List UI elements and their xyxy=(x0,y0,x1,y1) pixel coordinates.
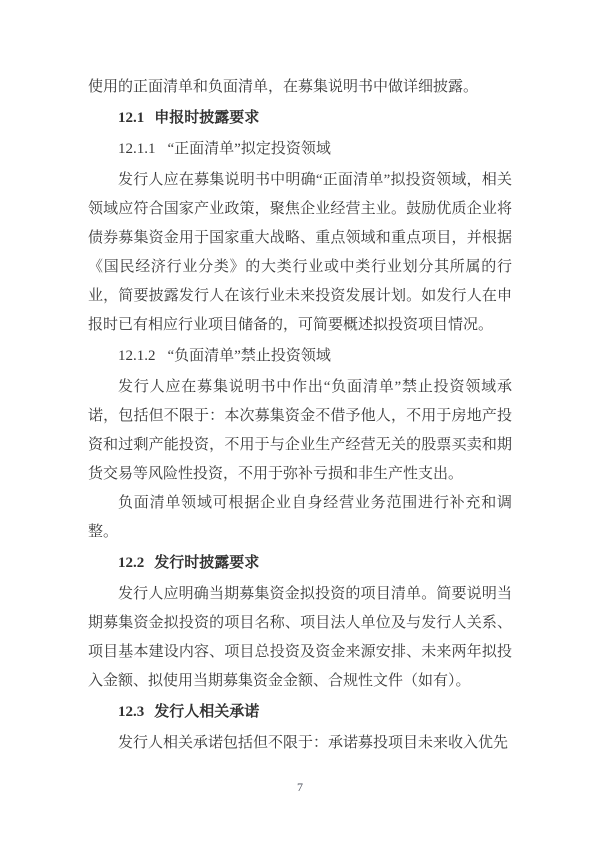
document-content xyxy=(88,73,512,758)
paragraph-issuer-commitments: 发行人相关承诺包括但不限于：承诺募投项目未来收入优先 xyxy=(118,735,509,751)
section-number: 12.1.2 xyxy=(118,348,156,364)
paragraph-positive-list: 发行人应在募集说明书中明确“正面清单”拟投资领域，相关领域应符合国家产业政策，聚焦企业经营主业。鼓励优质企业将债券募集资金用于国家重大战略、重点领域和重点项目，并根据《国民经济行业分类》的大类行业或中类行业划分其所属的行业，简要披露发行人在该行业未来投资发展计划。如发行人在申报时已有相应行业项目储备的，可简要概述拟投资项目情况。 xyxy=(88,172,512,333)
page-number: 7 xyxy=(297,780,303,794)
section-heading-12-3 xyxy=(88,698,512,727)
section-title: 申报时披露要求 xyxy=(154,110,260,126)
section-heading-12-1-2 xyxy=(88,342,512,371)
section-number: 12.1 xyxy=(118,110,145,126)
section-heading-12-2 xyxy=(88,549,512,578)
section-number: 12.2 xyxy=(118,555,145,571)
paragraph-issuance-disclosure: 发行人应明确当期募集资金拟投资的项目清单。简要说明当期募集资金拟投资的项目名称、项目法人单位及与发行人关系、项目基本建设内容、项目总投资及资金来源安排、未来两年拟投入金额、拟使用当期募集资金金额、合规性文件（如有）。 xyxy=(88,586,512,689)
section-title: 发行时披露要求 xyxy=(154,555,260,571)
section-title: 发行人相关承诺 xyxy=(154,704,260,720)
paragraph-continuation: 使用的正面清单和负面清单，在募集说明书中做详细披露。 xyxy=(88,79,479,95)
section-title: “正面清单”拟定投资领域 xyxy=(167,141,331,157)
paragraph-negative-supplement: 负面清单领域可根据企业自身经营业务范围进行补充和调整。 xyxy=(88,495,512,540)
section-title: “负面清单”禁止投资领域 xyxy=(167,348,331,364)
section-number: 12.1.1 xyxy=(118,141,156,157)
section-heading-12-1-1 xyxy=(88,135,512,164)
paragraph-negative-list: 发行人应在募集说明书中作出“负面清单”禁止投资领域承诺，包括但不限于：本次募集资金不借予他人，不用于房地产投资和过剩产能投资，不用于与企业生产经营无关的股票买卖和期货交易等风险性投资，不用于弥补亏损和非生产性支出。 xyxy=(88,379,512,482)
section-heading-12-1 xyxy=(88,104,512,133)
section-number: 12.3 xyxy=(118,704,145,720)
